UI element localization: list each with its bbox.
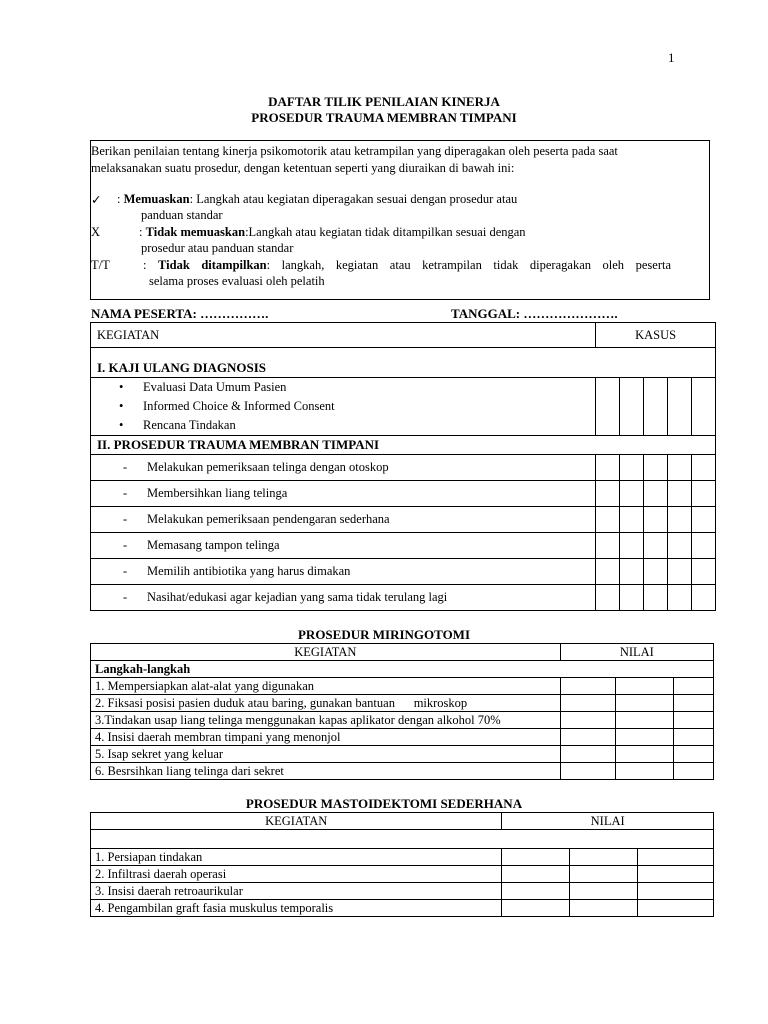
- score-cell[interactable]: [596, 378, 620, 436]
- table-row-item: 2. Fiksasi posisi pasien duduk atau baring, gunakan bantuan mikroskop: [91, 695, 561, 712]
- score-cell[interactable]: [674, 678, 714, 695]
- table-row-item: 1. Persiapan tindakan: [91, 849, 502, 866]
- mastoidektomi-title: PROSEDUR MASTOIDEKTOMI SEDERHANA: [245, 796, 523, 811]
- score-cell[interactable]: [560, 746, 616, 763]
- instructions-box: [90, 140, 710, 300]
- score-cell[interactable]: [692, 533, 716, 559]
- score-cell[interactable]: [668, 585, 692, 611]
- score-cell[interactable]: [644, 585, 668, 611]
- nama-peserta-field: NAMA PESERTA: …………….: [91, 306, 269, 321]
- table-row-item: 3. Insisi daerah retroaurikular: [91, 883, 502, 900]
- check-icon: ✓: [91, 193, 102, 207]
- score-cell[interactable]: [570, 900, 638, 917]
- header-nilai: NILAI: [502, 813, 714, 830]
- table-row-item: 1. Mempersiapkan alat-alat yang digunakan: [91, 678, 561, 695]
- miringotomi-table: [90, 643, 714, 780]
- score-cell[interactable]: [644, 455, 668, 481]
- list-item: • Evaluasi Data Umum Pasien: [119, 378, 591, 397]
- table-row-item: - Memasang tampon telinga: [91, 533, 596, 559]
- score-cell[interactable]: [692, 507, 716, 533]
- score-cell[interactable]: [644, 533, 668, 559]
- score-cell[interactable]: [692, 559, 716, 585]
- score-cell[interactable]: [620, 481, 644, 507]
- score-cell[interactable]: [560, 712, 616, 729]
- header-kasus: KASUS: [596, 323, 716, 348]
- table-row-item: 4. Insisi daerah membran timpani yang menonjol: [91, 729, 561, 746]
- score-cell[interactable]: [502, 866, 570, 883]
- table-row-item: 2. Infiltrasi daerah operasi: [91, 866, 502, 883]
- score-cell[interactable]: [638, 866, 714, 883]
- tanggal-field: TANGGAL: ………………….: [451, 306, 618, 321]
- score-cell[interactable]: [620, 507, 644, 533]
- score-cell[interactable]: [616, 695, 674, 712]
- main-checklist-table: [90, 322, 716, 611]
- table-row-item: - Membersihkan liang telinga: [91, 481, 596, 507]
- score-cell[interactable]: [616, 712, 674, 729]
- section-2-title: II. PROSEDUR TRAUMA MEMBRAN TIMPANI: [91, 436, 716, 455]
- score-cell[interactable]: [620, 378, 644, 436]
- score-cell[interactable]: [644, 378, 668, 436]
- score-cell[interactable]: [620, 455, 644, 481]
- score-cell[interactable]: [620, 533, 644, 559]
- table-row-item: 3.Tindakan usap liang telinga menggunakan kapas aplikator dengan alkohol 70%: [91, 712, 561, 729]
- mastoidektomi-table: [90, 812, 714, 917]
- score-cell[interactable]: [692, 481, 716, 507]
- table-row-item: 4. Pengambilan graft fasia muskulus temporalis: [91, 900, 502, 917]
- table-row-item: 6. Besrsihkan liang telinga dari sekret: [91, 763, 561, 780]
- score-cell[interactable]: [502, 900, 570, 917]
- table-row-item: - Nasihat/edukasi agar kejadian yang sama tidak terulang lagi: [91, 585, 596, 611]
- score-cell[interactable]: [596, 585, 620, 611]
- score-cell[interactable]: [638, 849, 714, 866]
- header-nilai: NILAI: [560, 644, 713, 661]
- section-1-title: I. KAJI ULANG DIAGNOSIS: [91, 348, 716, 378]
- list-item: • Informed Choice & Informed Consent: [119, 397, 591, 416]
- score-cell[interactable]: [692, 455, 716, 481]
- legend-tidak-ditampilkan-cont: selama proses evaluasi oleh pelatih: [149, 274, 325, 288]
- table-row-item: - Memilih antibiotika yang harus dimakan: [91, 559, 596, 585]
- score-cell[interactable]: [620, 559, 644, 585]
- legend-memuaskan: : Memuaskan: Langkah atau kegiatan diperagakan sesuai dengan prosedur atau: [117, 192, 518, 206]
- table-row-item: - Melakukan pemeriksaan telinga dengan otoskop: [91, 455, 596, 481]
- score-cell[interactable]: [644, 559, 668, 585]
- table-row-item: - Melakukan pemeriksaan pendengaran sederhana: [91, 507, 596, 533]
- score-cell[interactable]: [668, 455, 692, 481]
- score-cell[interactable]: [674, 763, 714, 780]
- score-cell[interactable]: [616, 729, 674, 746]
- score-cell[interactable]: [560, 678, 616, 695]
- score-cell[interactable]: [596, 455, 620, 481]
- score-cell[interactable]: [616, 746, 674, 763]
- score-cell[interactable]: [668, 533, 692, 559]
- section-1-items: [91, 378, 596, 436]
- score-cell[interactable]: [560, 695, 616, 712]
- page-title-line1: DAFTAR TILIK PENILAIAN KINERJA: [268, 94, 500, 109]
- score-cell[interactable]: [570, 883, 638, 900]
- score-cell[interactable]: [674, 729, 714, 746]
- score-cell[interactable]: [616, 678, 674, 695]
- score-cell[interactable]: [616, 763, 674, 780]
- score-cell[interactable]: [596, 559, 620, 585]
- miringotomi-title: PROSEDUR MIRINGOTOMI: [297, 627, 471, 642]
- score-cell[interactable]: [596, 481, 620, 507]
- score-cell[interactable]: [692, 378, 716, 436]
- score-cell[interactable]: [668, 559, 692, 585]
- tt-label: T/T: [91, 258, 110, 272]
- score-cell[interactable]: [502, 849, 570, 866]
- page-title-line2: PROSEDUR TRAUMA MEMBRAN TIMPANI: [251, 110, 517, 125]
- score-cell[interactable]: [620, 585, 644, 611]
- score-cell[interactable]: [668, 507, 692, 533]
- score-cell[interactable]: [674, 712, 714, 729]
- table-row-item: 5. Isap sekret yang keluar: [91, 746, 561, 763]
- legend-memuaskan-cont: panduan standar: [141, 208, 223, 222]
- subheader-langkah: Langkah-langkah: [91, 661, 714, 678]
- legend-tidak-memuaskan: : Tidak memuaskan:Langkah atau kegiatan tidak ditampilkan sesuai dengan: [139, 225, 526, 239]
- instruction-line2: melaksanakan suatu prosedur, dengan ketentuan seperti yang diuraikan di bawah ini:: [91, 161, 515, 175]
- score-cell[interactable]: [560, 729, 616, 746]
- score-cell[interactable]: [596, 533, 620, 559]
- empty-row: [91, 830, 714, 849]
- instruction-line1: Berikan penilaian tentang kinerja psikomotorik atau ketrampilan yang diperagakan oleh peserta pada saat: [91, 144, 618, 158]
- score-cell[interactable]: [638, 900, 714, 917]
- header-kegiatan: KEGIATAN: [91, 323, 596, 348]
- score-cell[interactable]: [570, 849, 638, 866]
- header-kegiatan: KEGIATAN: [91, 644, 561, 661]
- score-cell[interactable]: [596, 507, 620, 533]
- score-cell[interactable]: [674, 746, 714, 763]
- score-cell[interactable]: [570, 866, 638, 883]
- score-cell[interactable]: [644, 507, 668, 533]
- score-cell[interactable]: [692, 585, 716, 611]
- score-cell[interactable]: [668, 481, 692, 507]
- legend-tidak-memuaskan-cont: prosedur atau panduan standar: [141, 241, 294, 255]
- page-number: 1: [668, 50, 675, 65]
- legend-tidak-ditampilkan: : Tidak ditampilkan: langkah, kegiatan atau ketrampilan tidak diperagakan oleh peserta: [143, 258, 671, 272]
- score-cell[interactable]: [502, 883, 570, 900]
- list-item: • Rencana Tindakan: [119, 416, 591, 435]
- score-cell[interactable]: [644, 481, 668, 507]
- score-cell[interactable]: [668, 378, 692, 436]
- header-kegiatan: KEGIATAN: [91, 813, 502, 830]
- score-cell[interactable]: [560, 763, 616, 780]
- score-cell[interactable]: [674, 695, 714, 712]
- score-cell[interactable]: [638, 883, 714, 900]
- x-icon: X: [91, 225, 101, 239]
